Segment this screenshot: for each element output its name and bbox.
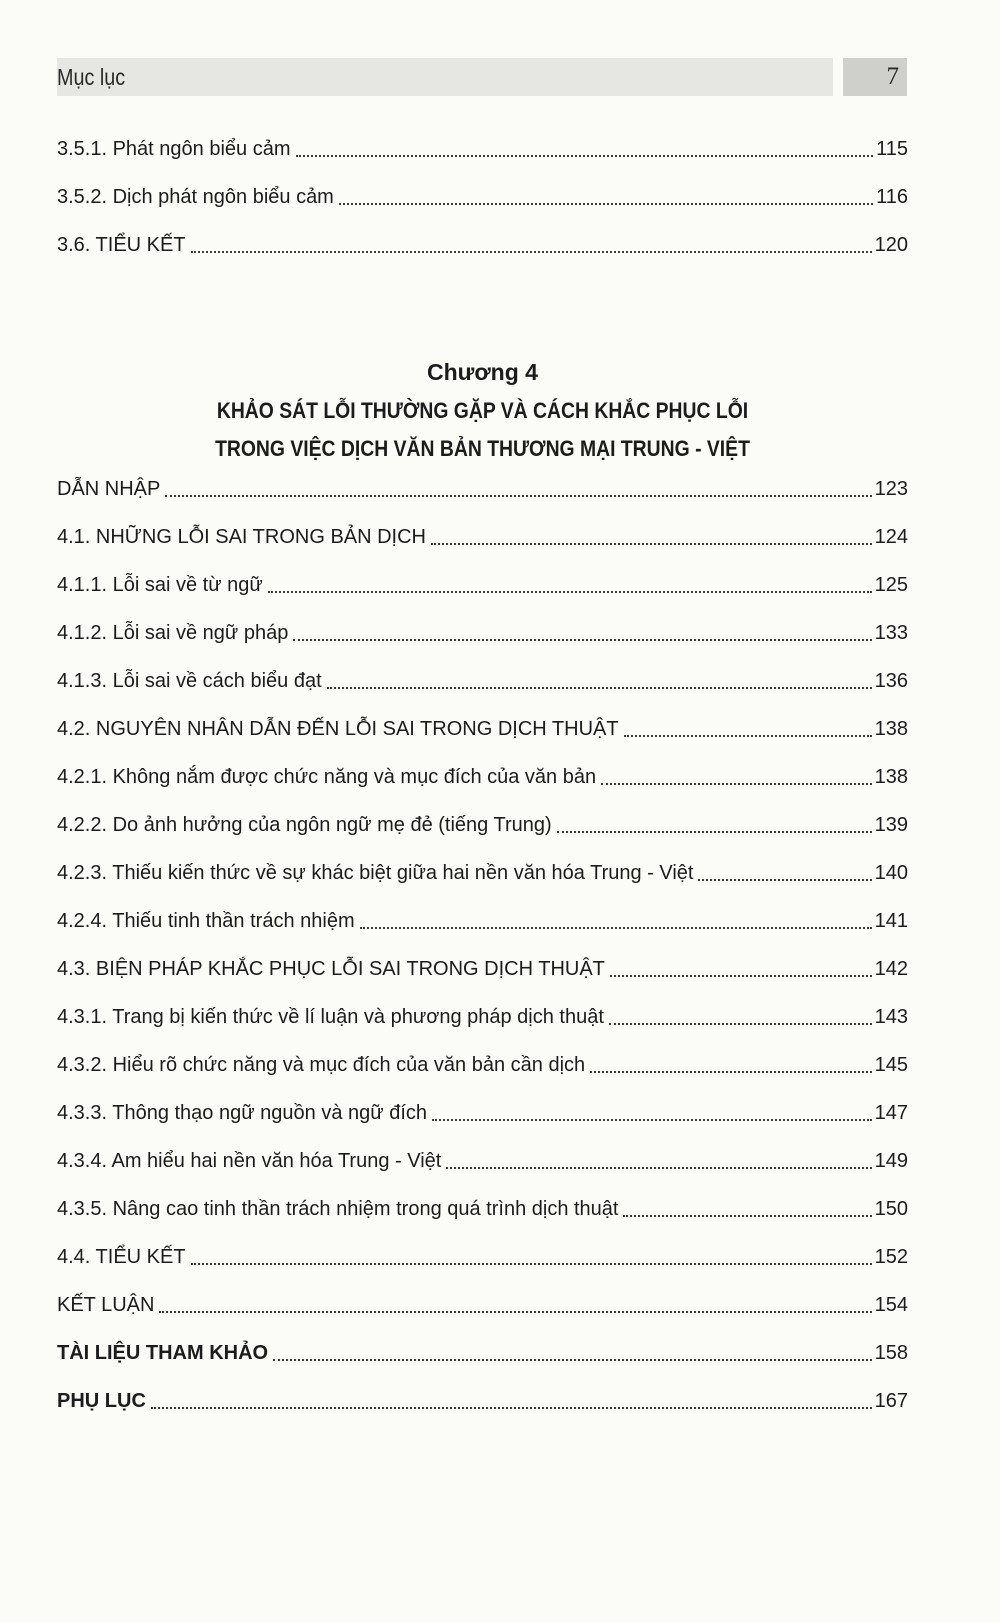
- dot-leader: [191, 1263, 872, 1265]
- running-header-title: Mục lục: [57, 64, 126, 90]
- toc-entry-appendix: [57, 1382, 908, 1416]
- toc-entry-label: 3.5.2. Dịch phát ngôn biểu cảm: [57, 186, 334, 208]
- toc-entry-label: 3.5.1. Phát ngôn biểu cảm: [57, 138, 291, 160]
- toc-entry-page: 136: [874, 670, 908, 692]
- toc-entry-label: 4.3.2. Hiểu rõ chức năng và mục đích của văn bản cần dịch: [57, 1054, 586, 1076]
- running-header-bar: [57, 58, 833, 96]
- toc-entry-page: 123: [874, 478, 908, 500]
- toc-entry-page: 154: [874, 1294, 908, 1316]
- dot-leader: [609, 1023, 872, 1025]
- toc-entry: [57, 470, 908, 504]
- toc-entry-page: 150: [874, 1198, 908, 1220]
- toc-entry-label: 4.3. BIỆN PHÁP KHẮC PHỤC LỖI SAI TRONG DỊCH THUẬT: [57, 958, 605, 980]
- toc-entry-label: 4.2.1. Không nắm được chức năng và mục đích của văn bản: [57, 766, 597, 788]
- toc-entry-label: KẾT LUẬN: [57, 1294, 155, 1316]
- toc-entry: [57, 1238, 908, 1272]
- toc-entry-page: 141: [874, 910, 908, 932]
- toc-entry-page: 149: [874, 1150, 908, 1172]
- dot-leader: [610, 975, 872, 977]
- toc-entry: [57, 614, 908, 648]
- toc-entry: [57, 998, 908, 1032]
- toc-entry-page: 138: [874, 718, 908, 740]
- toc-entry-page: 133: [874, 622, 908, 644]
- dot-leader: [268, 591, 872, 593]
- toc-entry-page: 115: [876, 138, 908, 160]
- toc-entry: [57, 1286, 908, 1320]
- toc-entry-page: 125: [874, 574, 908, 596]
- dot-leader: [601, 783, 872, 785]
- toc-entry-page: 139: [874, 814, 908, 836]
- toc-entry: [57, 806, 908, 840]
- dot-leader: [165, 495, 871, 497]
- toc-entry: [57, 902, 908, 936]
- toc-entry-label: DẪN NHẬP: [57, 478, 161, 500]
- toc-entry-label: 4.1.1. Lỗi sai về từ ngữ: [57, 574, 263, 596]
- dot-leader: [590, 1071, 871, 1073]
- chapter-title-line-1: KHẢO SÁT LỖI THƯỜNG GẶP VÀ CÁCH KHẮC PHỤC LỖI: [216, 398, 749, 423]
- dot-leader: [293, 639, 871, 641]
- dot-leader: [151, 1407, 872, 1409]
- toc-entry-label: 4.1. NHỮNG LỖI SAI TRONG BẢN DỊCH: [57, 526, 427, 548]
- toc-entry-label: 4.3.5. Nâng cao tinh thần trách nhiệm trong quá trình dịch thuật: [57, 1198, 619, 1220]
- toc-entry-page: 138: [874, 766, 908, 788]
- toc-entry-page: 167: [874, 1390, 908, 1412]
- toc-entry: [57, 518, 908, 552]
- toc-entry-page: 143: [874, 1006, 908, 1028]
- dot-leader: [273, 1359, 872, 1361]
- toc-entry-page: 142: [874, 958, 908, 980]
- toc-entry-label: 4.2.2. Do ảnh hưởng của ngôn ngữ mẹ đẻ (tiếng Trung): [57, 814, 552, 836]
- dot-leader: [432, 1119, 872, 1121]
- toc-entry: [57, 1142, 908, 1176]
- toc-entry-page: 152: [874, 1246, 908, 1268]
- dot-leader: [623, 1215, 871, 1217]
- toc-entry-label: 4.4. TIỂU KẾT: [57, 1246, 186, 1268]
- toc-entry-page: 124: [874, 526, 908, 548]
- dot-leader: [624, 735, 872, 737]
- dot-leader: [431, 543, 872, 545]
- toc-entry-page: 147: [874, 1102, 908, 1124]
- dot-leader: [327, 687, 872, 689]
- toc-entry: [57, 758, 908, 792]
- dot-leader: [360, 927, 872, 929]
- dot-leader: [159, 1311, 871, 1313]
- toc-entry-page: 116: [876, 186, 908, 208]
- dot-leader: [446, 1167, 871, 1169]
- toc-entry-label: TÀI LIỆU THAM KHẢO: [57, 1342, 269, 1364]
- dot-leader: [191, 251, 872, 253]
- toc-entry-label: PHỤ LỤC: [57, 1390, 146, 1412]
- toc-entry: [57, 710, 908, 744]
- chapter-label: Chương 4: [427, 359, 538, 385]
- toc-entry-label: 4.3.4. Am hiểu hai nền văn hóa Trung - Việt: [57, 1150, 442, 1172]
- toc-entry-label: 4.1.2. Lỗi sai về ngữ pháp: [57, 622, 289, 644]
- toc-entry-label: 4.2.4. Thiếu tinh thần trách nhiệm: [57, 910, 355, 932]
- toc-entry: [57, 662, 908, 696]
- toc-entry: [57, 1190, 908, 1224]
- toc-entry: [57, 226, 908, 260]
- toc-entry-label: 4.2. NGUYÊN NHÂN DẪN ĐẾN LỖI SAI TRONG DỊCH THUẬT: [57, 718, 619, 740]
- dot-leader: [698, 879, 871, 881]
- dot-leader: [557, 831, 872, 833]
- toc-entry-references: [57, 1334, 908, 1368]
- toc-entry-page: 140: [874, 862, 908, 884]
- toc-entry: [57, 1094, 908, 1128]
- toc-entry: [57, 950, 908, 984]
- toc-entry-label: 4.1.3. Lỗi sai về cách biểu đạt: [57, 670, 322, 692]
- toc-entry: [57, 566, 908, 600]
- toc-entry: [57, 178, 908, 212]
- toc-entry: [57, 854, 908, 888]
- dot-leader: [296, 155, 874, 157]
- toc-entry-label: 4.3.3. Thông thạo ngữ nguồn và ngữ đích: [57, 1102, 428, 1124]
- toc-entry-label: 4.2.3. Thiếu kiến thức về sự khác biệt giữa hai nền văn hóa Trung - Việt: [57, 862, 694, 884]
- page-number: 7: [886, 63, 899, 90]
- toc-entry-page: 120: [874, 234, 908, 256]
- toc-entry-label: 3.6. TIỂU KẾT: [57, 234, 186, 256]
- dot-leader: [339, 203, 873, 205]
- toc-entry: [57, 130, 908, 164]
- chapter-title-line-2: TRONG VIỆC DỊCH VĂN BẢN THƯƠNG MẠI TRUNG - VIỆT: [215, 436, 750, 461]
- toc-entry-page: 158: [874, 1342, 908, 1364]
- toc-entry-label: 4.3.1. Trang bị kiến thức về lí luận và phương pháp dịch thuật: [57, 1006, 604, 1028]
- toc-entry: [57, 1046, 908, 1080]
- toc-entry-page: 145: [874, 1054, 908, 1076]
